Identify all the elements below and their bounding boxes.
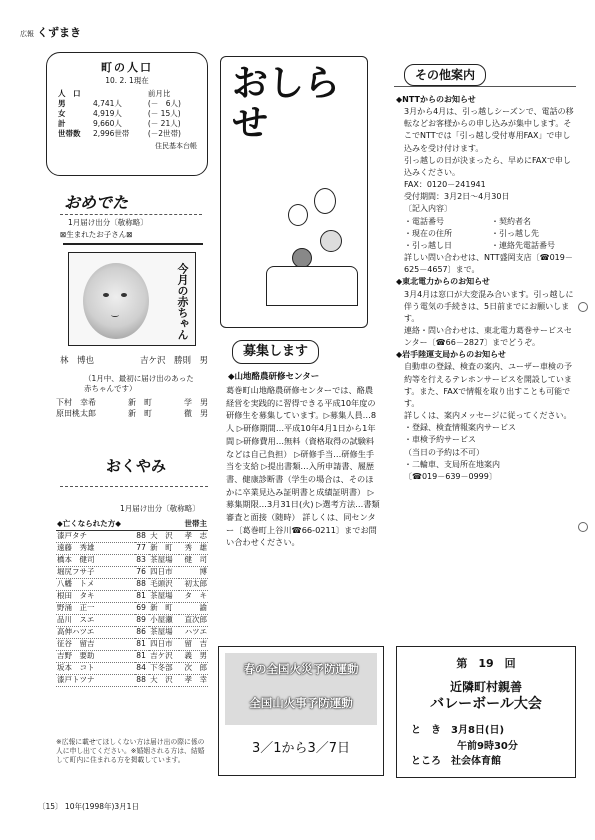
birth-list	[56, 398, 208, 420]
deaths-row	[56, 590, 208, 602]
notice-line: 3月4月は窓口が大変混み合います。引っ越しに伴う電気の手続きは、5日前までにお願いします。	[404, 289, 574, 323]
deceased-name: 高伸ハツエ	[56, 626, 135, 638]
notice-line: ・二輪車、支局所在地案内	[404, 459, 500, 469]
deceased-name: 野涌 正一	[56, 602, 135, 614]
publication-prefix: 広報	[20, 30, 34, 38]
deceased-name: 八幡 トメ	[56, 578, 135, 590]
household-head: 孝 志	[179, 530, 208, 542]
notice-line: ・登録、検査情報案内サービス	[404, 423, 516, 433]
population-row-value: 2,996世帯	[92, 129, 130, 139]
household-head: 義 男	[179, 650, 208, 662]
binding-hole	[578, 302, 588, 312]
notice-heading: ◆東北電力からのお知らせ	[396, 277, 490, 287]
boshu-title: 募集します	[232, 340, 319, 364]
household-head: 健 司	[179, 554, 208, 566]
omedeta-subtitle: 1月届け出分〔敬称略〕	[68, 218, 148, 227]
omedeta-title: おめでた	[64, 193, 129, 212]
volleyball-title-2: バレーボール大会	[430, 696, 542, 712]
household-head: 孝 幸	[179, 674, 208, 686]
deceased-area: 下冬部	[149, 662, 178, 674]
deaths-header	[149, 518, 178, 530]
volleyball-title-1: 近隣町村親善	[449, 680, 522, 694]
baby-eye-left	[103, 293, 109, 297]
population-row	[57, 109, 197, 119]
population-row-label: 人 口	[58, 88, 81, 98]
grandfather-head	[314, 188, 336, 214]
population-col-header: 前月比	[147, 88, 171, 98]
deceased-area: 大 沢	[149, 530, 178, 542]
population-row-change: (－ 6人)	[147, 99, 181, 109]
father-head	[288, 204, 308, 226]
oshirase-title-text: おしらせ	[232, 63, 341, 144]
deaths-header: ◆亡くなられた方◆	[56, 518, 135, 530]
publication-title: くずまき	[37, 26, 81, 39]
baby-parents: 吉ケ沢 勝則 男	[139, 356, 208, 366]
birth-row	[56, 398, 208, 409]
birth-row	[56, 409, 208, 420]
birth-area: 新 町	[128, 398, 152, 407]
divider	[60, 214, 202, 215]
baby-name: 林 博也	[60, 356, 95, 366]
birth-area: 新 町	[128, 408, 152, 418]
population-row-label: 男	[58, 99, 66, 109]
notice-items	[396, 216, 578, 252]
notice-line: 〔記入内容〕	[404, 204, 452, 214]
deceased-name: 品川 スエ	[56, 614, 135, 626]
notice-item: ・電話番号	[404, 216, 444, 226]
boshu-heading: ◆山地酪農研修センター	[228, 372, 320, 382]
when-label: と き	[411, 725, 441, 736]
deceased-age: 81	[135, 650, 149, 662]
deceased-area: 茶屋場	[149, 590, 178, 602]
deaths-row	[56, 626, 208, 638]
baby-photo	[83, 263, 149, 339]
population-source: 住民基本台帳	[155, 141, 197, 150]
deaths-header-row	[56, 518, 208, 530]
deceased-area: 小屋瀬	[149, 614, 178, 626]
where-value: 社会体育館	[451, 756, 501, 767]
deceased-area: 毛頭沢	[149, 578, 178, 590]
notice-line: 3月から4月は、引っ越しシーズンで、電話の移転などお客様からの申し込みが集中します。そこでNTTでは「引っ越し受付専用FAX」で申し込みを受け付けます。	[404, 107, 574, 153]
deceased-area: 四日市	[149, 566, 178, 578]
deaths-row	[56, 578, 208, 590]
volleyball-number: 第 19 回	[456, 657, 516, 670]
notice-line: （当日の予約は不可）	[404, 447, 484, 457]
featured-baby-row	[60, 356, 208, 367]
deceased-name: 漆戸トツナ	[56, 674, 135, 686]
household-head: 諭	[179, 602, 208, 614]
notice-line: 受付期間：3月2日～4月30日	[404, 192, 510, 202]
household-head: 留 吉	[179, 638, 208, 650]
population-row-value: 4,741人	[92, 99, 122, 109]
population-row-label: 計	[58, 119, 66, 129]
household-head: タ キ	[179, 590, 208, 602]
deaths-table	[56, 518, 208, 687]
population-box	[46, 52, 208, 176]
notice-line: 引っ越しの日が決まったら、早めにFAXで申し込みください。	[404, 155, 571, 177]
fire-line-2: 全国山火事予防運動	[249, 696, 353, 710]
deceased-age: 69	[135, 602, 149, 614]
population-row-value: 9,660人	[92, 119, 122, 129]
deceased-age: 88	[135, 674, 149, 686]
okuyami-title: おくやみ	[106, 457, 167, 475]
mother-head	[320, 230, 342, 252]
deceased-name: 遠藤 秀雄	[56, 542, 135, 554]
deaths-header: 世帯主	[179, 518, 208, 530]
population-row	[57, 129, 197, 139]
notice-heading: ◆岩手陸運支局からのお知らせ	[396, 350, 506, 360]
deceased-area: 茶屋場	[149, 626, 178, 638]
deceased-age: 88	[135, 530, 149, 542]
deceased-area: 茶屋場	[149, 554, 178, 566]
fire-line-1: 春の全国火災予防運動	[243, 662, 359, 676]
where-label: ところ	[411, 756, 441, 767]
family-bodies	[266, 266, 358, 306]
population-date: 10. 2. 1現在	[105, 75, 149, 85]
birth-parent: 学 男	[184, 398, 208, 407]
deaths-row	[56, 542, 208, 554]
notice-item: ・引っ越し日	[404, 240, 452, 250]
deceased-name: 坂本 コト	[56, 662, 135, 674]
notice-tail: 詳しい問い合わせは、NTT盛岡支店〔☎019－625－4657〕まで。	[404, 253, 573, 275]
birth-name: 下村 幸希	[56, 398, 96, 407]
divider	[394, 86, 576, 87]
population-title: 町の人口	[101, 61, 153, 74]
notice-item: ・連絡先電話番号	[491, 240, 555, 250]
deaths-row	[56, 554, 208, 566]
deceased-age: 88	[135, 578, 149, 590]
sonota-title: その他案内	[404, 64, 486, 86]
page-footer: 〔15〕 10年(1998年)3月1日	[38, 802, 139, 811]
deceased-name: 堀尻フサ子	[56, 566, 135, 578]
deaths-row	[56, 638, 208, 650]
household-head: 博	[179, 566, 208, 578]
population-row	[57, 99, 197, 109]
deceased-age: 76	[135, 566, 149, 578]
deceased-age: 86	[135, 626, 149, 638]
deceased-area: 吉ケ沢	[149, 650, 178, 662]
binding-hole	[578, 522, 588, 532]
birth-parent: 徹 男	[184, 408, 208, 418]
population-row-label: 世帯数	[58, 129, 81, 139]
baby-eye-right	[121, 293, 127, 297]
deceased-area: 新 町	[149, 602, 178, 614]
sonota-content	[396, 94, 578, 483]
publication-logo	[20, 26, 81, 41]
boshu-body: 葛巻町山地酪農研修センターでは、酪農経営を実践的に習得できる平成10年度の研修生を募集しています。▷募集人員…8人 ▷研修期間…平成10年4月1日から1年間 ▷研修費用…無料（資格取得の試験料などは自己負担） ▷研修手当…研修生手当を支給 ▷提出書類…入所申請書、履歴書、健康診断書（学生の場合は、そのほかに卒業見込み証明書と成績証明書） ▷募集期限…3月31日(火) ▷選考方法…書類審査と面接（随時） 詳しくは、同センター〔葛巻町上谷川☎66-0211〕までお問い合わせください。	[226, 385, 380, 548]
photo-label: 今月の赤ちゃん	[176, 263, 189, 340]
population-row-change: (－ 21人)	[147, 119, 181, 129]
deaths-row	[56, 530, 208, 542]
when-value: 3月8日(日)	[451, 725, 505, 736]
notice-heading: ◆NTTからのお知らせ	[396, 95, 476, 104]
volleyball-info	[411, 723, 518, 770]
deceased-name: 根田 タキ	[56, 590, 135, 602]
household-head: 次 郎	[179, 662, 208, 674]
population-header-row	[57, 89, 197, 99]
fire-dates: 3／1から3／7日	[251, 741, 351, 756]
deceased-name: 漆戸タチ	[56, 530, 135, 542]
child-head	[292, 248, 312, 268]
notice-line: FAX：0120－241941	[404, 180, 486, 190]
deceased-age: 84	[135, 662, 149, 674]
deceased-age: 83	[135, 554, 149, 566]
notice-item: ・現在の住所	[404, 228, 452, 238]
household-head: 直次郎	[179, 614, 208, 626]
volleyball-box	[396, 646, 576, 778]
oshirase-title	[232, 64, 362, 143]
time-value: 午前9時30分	[457, 740, 518, 752]
deaths-row	[56, 566, 208, 578]
deceased-name: 吉野 要助	[56, 650, 135, 662]
frame-roof	[63, 243, 203, 255]
deceased-area: 大 沢	[149, 674, 178, 686]
deaths-row	[56, 650, 208, 662]
notice-line: 連絡・問い合わせは、東北電力葛巻サービスセンター〔☎66－2827〕までどうぞ。	[404, 325, 572, 348]
deceased-age: 77	[135, 542, 149, 554]
okuyami-footnote: ※広報に載せてほしくない方は届け出の際に係の人に申し出てください。※婚姻される方は、結婚して町内に住まれる方を掲載しています。	[56, 738, 205, 765]
baby-note: （1月中、最初に届け出のあった赤ちゃんです）	[84, 374, 194, 394]
deceased-age: 89	[135, 614, 149, 626]
household-head: 秀 雄	[179, 542, 208, 554]
deceased-name: 征谷 留吉	[56, 638, 135, 650]
population-row-change: (－ 15人)	[147, 109, 181, 119]
deaths-header	[135, 518, 149, 530]
notice-line: 〔☎019－639－0999〕	[404, 471, 497, 481]
birth-name: 原田桃太郎	[56, 408, 96, 418]
deaths-row	[56, 614, 208, 626]
baby-photo-frame	[68, 252, 196, 346]
baby-mouth	[111, 313, 119, 317]
deaths-row	[56, 662, 208, 674]
deceased-name: 橋本 健司	[56, 554, 135, 566]
population-row-label: 女	[58, 109, 66, 119]
deceased-area: 新 町	[149, 542, 178, 554]
divider	[60, 486, 208, 487]
deaths-row	[56, 602, 208, 614]
notice-line: 自動車の登録、検査の案内、ユーザー車検の予約等を行えるテレホンサービスを開設しています。また、FAXで情報を取り出すことも可能です。	[404, 362, 572, 408]
okuyami-subtitle: 1月届け出分〔敬称略〕	[120, 504, 200, 513]
notice-item: ・引っ越し先	[491, 228, 539, 238]
population-row-value: 4,919人	[92, 109, 122, 119]
population-table	[57, 89, 197, 140]
deceased-age: 81	[135, 590, 149, 602]
notice-line: 詳しくは、案内メッセージに従ってください。	[404, 411, 572, 421]
deceased-area: 四日市	[149, 638, 178, 650]
omedeta-caption: ⊠生まれたお子さん⊠	[60, 230, 133, 239]
population-row	[57, 119, 197, 129]
notice-line: ・車検予約サービス	[404, 435, 476, 445]
family-illustration	[262, 188, 362, 308]
household-head: ハツエ	[179, 626, 208, 638]
deceased-age: 81	[135, 638, 149, 650]
deaths-row	[56, 674, 208, 686]
notice-item: ・契約者名	[491, 216, 531, 226]
household-head: 初太郎	[179, 578, 208, 590]
population-row-change: (－2世帯)	[147, 129, 181, 139]
